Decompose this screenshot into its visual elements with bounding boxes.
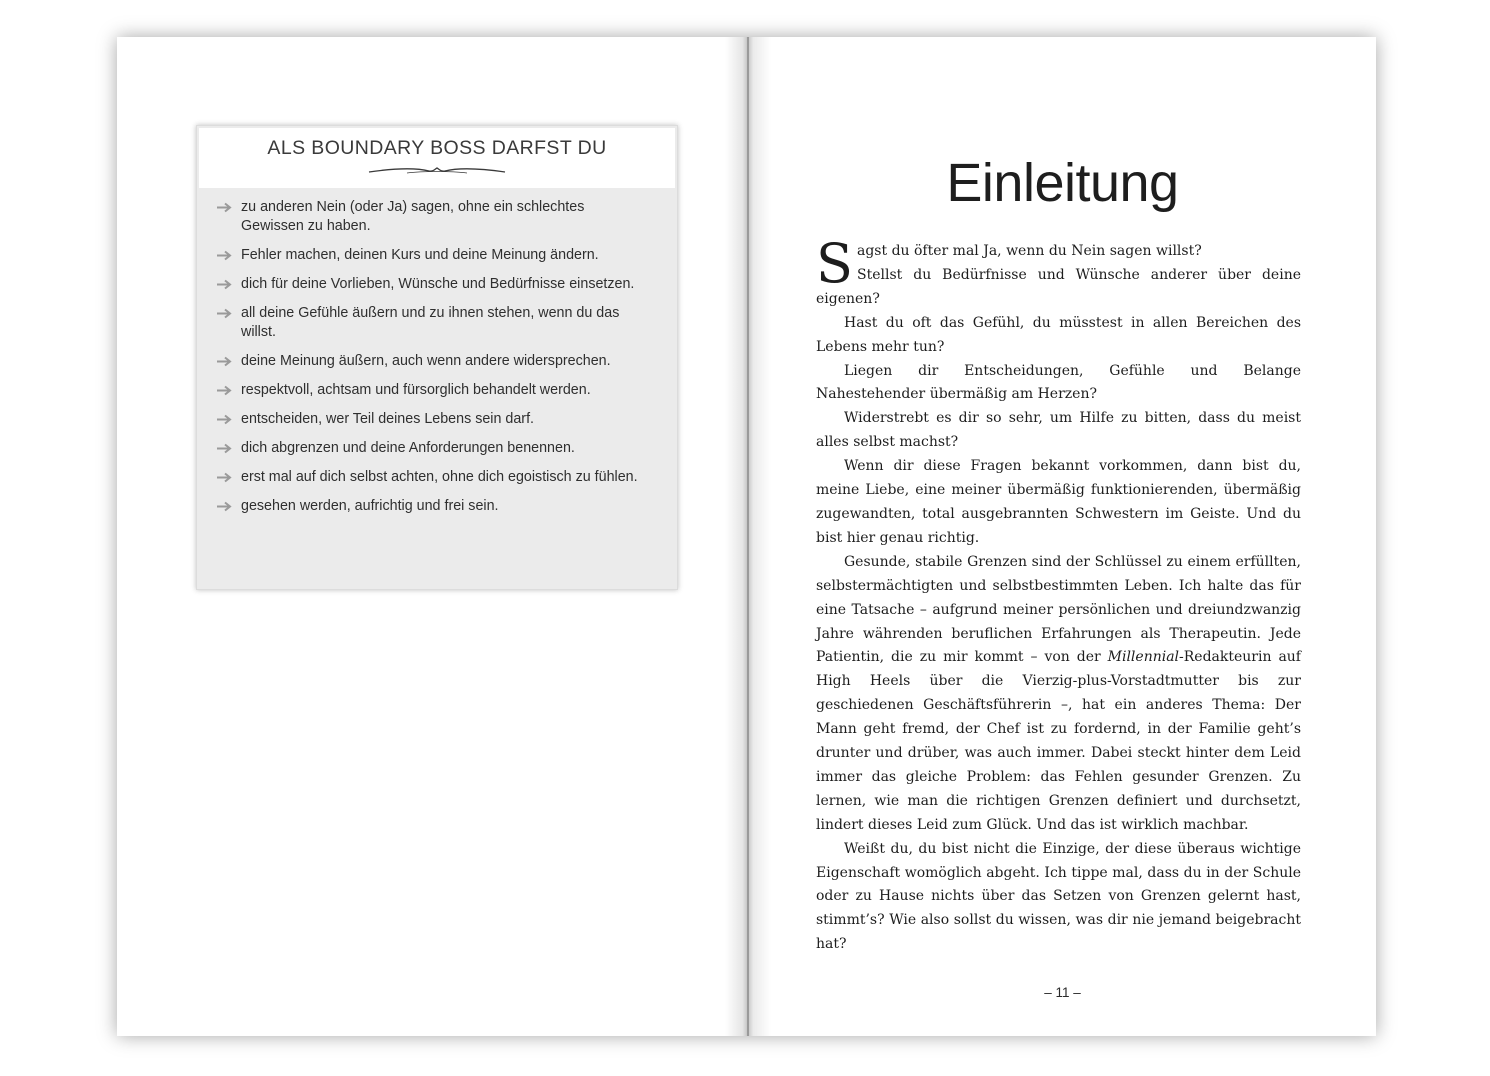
paragraph-6-part-2: -Redakteurin auf High Heels über die Vierzig-plus-Vorstadtmutter bis zur geschiedenen Geschäftsführerin –, hat ein anderes Thema: Der Mann geht fremd, der Chef ist zu fordernd, in der Familie geht’s drunter und drüber, was auch immer. Dabei steckt hinter dem Leid immer das gleiche Problem: das Fehlen gesunder Grenzen. Zu lernen, wie man die richtigen Grenzen definiert und durchsetzt, lindert dieses Leid zum Glück. Und das ist wirklich machbar.: [816, 649, 1301, 833]
chapter-title: Einleitung: [946, 153, 1179, 214]
list-item: [197, 468, 677, 487]
list-item-text: gesehen werden, aufrichtig und frei sein.: [241, 498, 499, 514]
list-item: [197, 352, 677, 371]
list-item-text: respektvoll, achtsam und fürsorglich behandelt werden.: [241, 382, 591, 398]
list-item: [197, 246, 677, 265]
box-title: ALS BOUNDARY BOSS DARFST DU: [267, 137, 607, 159]
arrow-right-icon: [216, 439, 234, 458]
paragraph-1-rest: Stellst du Bedürfnisse und Wünsche anderer über deine eigenen?: [816, 266, 1301, 307]
list-item: [197, 410, 677, 429]
paragraph-4: Widerstrebt es dir so sehr, um Hilfe zu bitten, dass du meist alles selbst machst?: [816, 410, 1301, 451]
box-header: [199, 128, 675, 188]
paragraph-1: [816, 232, 1301, 312]
list-item: [197, 304, 677, 342]
body-text: [816, 232, 1301, 957]
paragraph-3: Liegen dir Entscheidungen, Gefühle und Belange Nahestehender übermäßig am Herzen?: [816, 362, 1301, 403]
paragraph-7: Weißt du, du bist nicht die Einzige, der diese überaus wichtige Eigenschaft womöglich abgeht. Ich tippe mal, dass du in der Schule oder zu Hause nichts über das Setzen von Grenzen gelernt hast, stimmt’s? Wie also sollst du wissen, was dir nie jemand beigebracht hat?: [816, 840, 1301, 953]
boundary-boss-box: [196, 125, 678, 590]
arrow-right-icon: [216, 275, 234, 294]
flourish-ornament-icon: [367, 165, 507, 177]
paragraph-1-line-1: agst du öfter mal Ja, wenn du Nein sagen willst?: [857, 243, 1202, 259]
page-number: – 11 –: [1044, 985, 1081, 1000]
list-item-text: erst mal auf dich selbst achten, ohne dich egoistisch zu fühlen.: [241, 469, 638, 485]
list-item: [197, 198, 677, 236]
list-item: [197, 497, 677, 516]
list-item-text: Fehler machen, deinen Kurs und deine Meinung ändern.: [241, 247, 599, 263]
list-item-text: zu anderen Nein (oder Ja) sagen, ohne ein schlechtes Gewissen zu haben.: [241, 199, 585, 234]
arrow-right-icon: [216, 304, 234, 323]
paragraph-6-part-1: Gesunde, stabile Grenzen sind der Schlüssel zu einem erfüllten, selbstermächtigten und selbstbestimmten Leben. Ich halte das für eine Tatsache – aufgrund meiner persönlichen und dreiundzwanzig Jahre währenden beruflichen Erfahrungen als Therapeutin. Jede Patientin, die zu mir kommt – von der: [816, 553, 1301, 666]
right-page: [749, 37, 1376, 1036]
book-spread: [117, 37, 1376, 1036]
arrow-right-icon: [216, 497, 234, 516]
list-item-text: dich abgrenzen und deine Anforderungen benennen.: [241, 440, 575, 456]
arrow-right-icon: [216, 410, 234, 429]
list-item-text: dich für deine Vorlieben, Wünsche und Bedürfnisse einsetzen.: [241, 276, 635, 292]
list-item: [197, 275, 677, 294]
arrow-right-icon: [216, 352, 234, 371]
list-item: [197, 381, 677, 400]
rights-list: [197, 198, 677, 526]
paragraph-6-emphasis: Millennial: [1107, 649, 1180, 666]
list-item-text: deine Meinung äußern, auch wenn andere widersprechen.: [241, 353, 611, 369]
paragraph-2: Hast du oft das Gefühl, du müsstest in allen Bereichen des Lebens mehr tun?: [816, 314, 1301, 355]
arrow-right-icon: [216, 468, 234, 487]
paragraph-6: [816, 551, 1301, 838]
drop-cap: S: [816, 232, 853, 295]
paragraph-5: Wenn dir diese Fragen bekannt vorkommen, dann bist du, meine Liebe, eine meiner übermäßig funktionierenden, übermäßig zugewandten, total ausgebrannten Schwestern im Geiste. Und du bist hier genau richtig.: [816, 458, 1301, 546]
arrow-right-icon: [216, 381, 234, 400]
list-item-text: entscheiden, wer Teil deines Lebens sein darf.: [241, 411, 535, 427]
arrow-right-icon: [216, 198, 234, 217]
list-item-text: all deine Gefühle äußern und zu ihnen stehen, wenn du das willst.: [241, 305, 620, 340]
left-page: [117, 37, 747, 1036]
arrow-right-icon: [216, 246, 234, 265]
list-item: [197, 439, 677, 458]
